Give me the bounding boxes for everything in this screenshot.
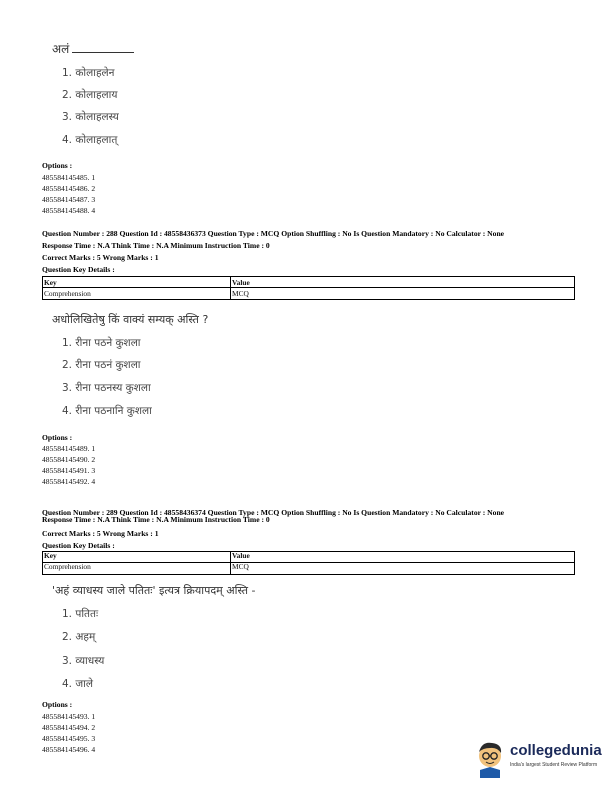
marks: Correct Marks : 5 Wrong Marks : 1 <box>42 529 159 538</box>
option-id-list <box>42 443 95 487</box>
key-details-label: Question Key Details : <box>42 265 115 274</box>
option-1: 1. कोलाहलेन <box>62 67 115 79</box>
option-4: 4. जाले <box>62 678 93 690</box>
response-time: Response Time : N.A Think Time : N.A Minimum Instruction Time : 0 <box>42 241 270 250</box>
option-id: 485584145486. 2 <box>42 184 96 193</box>
option-4: 4. रीना पठनानि कुशला <box>62 405 152 417</box>
response-time: Response Time : N.A Think Time : N.A Minimum Instruction Time : 0 <box>42 515 270 524</box>
cell-key: Comprehension <box>44 289 91 298</box>
collegedunia-logo[interactable] <box>472 738 602 778</box>
header-key: Key <box>44 278 57 287</box>
cell-key: Comprehension <box>44 562 91 571</box>
question-text: अधोलिखितेषु किं वाक्यं सम्यक् अस्ति ? <box>52 313 209 326</box>
option-id: 485584145488. 4 <box>42 206 96 215</box>
option-3: 3. कोलाहलस्य <box>62 111 119 123</box>
option-2: 2. कोलाहलाय <box>62 89 118 101</box>
key-details-label: Question Key Details : <box>42 541 115 550</box>
table-row <box>43 561 574 572</box>
option-id: 485584145489. 1 <box>42 444 96 453</box>
question-stem: अलं <box>52 42 70 56</box>
option-id: 485584145485. 1 <box>42 173 96 182</box>
option-id: 485584145494. 2 <box>42 723 96 732</box>
option-id: 485584145487. 3 <box>42 195 96 204</box>
option-id: 485584145492. 4 <box>42 477 96 486</box>
cell-value: MCQ <box>232 289 249 298</box>
option-id-list <box>42 172 95 216</box>
logo-wordmark: collegedunia <box>510 742 602 759</box>
options-label: Options : <box>42 161 73 170</box>
question-text <box>52 40 134 57</box>
option-id: 485584145496. 4 <box>42 745 96 754</box>
options-label: Options : <box>42 433 73 442</box>
cell-value: MCQ <box>232 562 249 571</box>
key-details-table <box>42 276 575 300</box>
option-id: 485584145495. 3 <box>42 734 96 743</box>
question-meta: Question Number : 289 Question Id : 48558436374 Question Type : MCQ Option Shuffling : No Is Question Mandatory : No Calculator : None <box>42 508 505 517</box>
option-1: 1. रीना पठने कुशला <box>62 337 141 349</box>
header-key: Key <box>44 551 57 560</box>
blank-line <box>72 52 134 53</box>
question-meta: Question Number : 288 Question Id : 48558436373 Question Type : MCQ Option Shuffling : No Is Question Mandatory : No Calculator : None <box>42 229 505 238</box>
option-id: 485584145491. 3 <box>42 466 96 475</box>
option-3: 3. व्याधस्य <box>62 655 105 667</box>
header-value: Value <box>232 278 250 287</box>
option-id-list <box>42 711 95 755</box>
option-3: 3. रीना पठनस्य कुशला <box>62 382 151 394</box>
key-details-table <box>42 551 575 575</box>
question-text: 'अहं व्याधस्य जाले पतितः' इत्यत्र क्रियापदम् अस्ति - <box>52 584 256 597</box>
header-value: Value <box>232 551 250 560</box>
option-id: 485584145490. 2 <box>42 455 96 464</box>
marks: Correct Marks : 5 Wrong Marks : 1 <box>42 253 159 262</box>
option-4: 4. कोलाहलात् <box>62 134 118 146</box>
option-2: 2. रीना पठनं कुशला <box>62 359 141 371</box>
table-header-row <box>43 277 574 288</box>
option-id: 485584145493. 1 <box>42 712 96 721</box>
option-1: 1. पतितः <box>62 608 99 620</box>
option-2: 2. अहम् <box>62 631 96 643</box>
mascot-icon <box>472 738 508 778</box>
logo-tagline: India's largest Student Review Platform <box>510 762 598 768</box>
options-label: Options : <box>42 700 73 709</box>
table-header-row <box>43 550 574 561</box>
table-row <box>43 288 574 299</box>
